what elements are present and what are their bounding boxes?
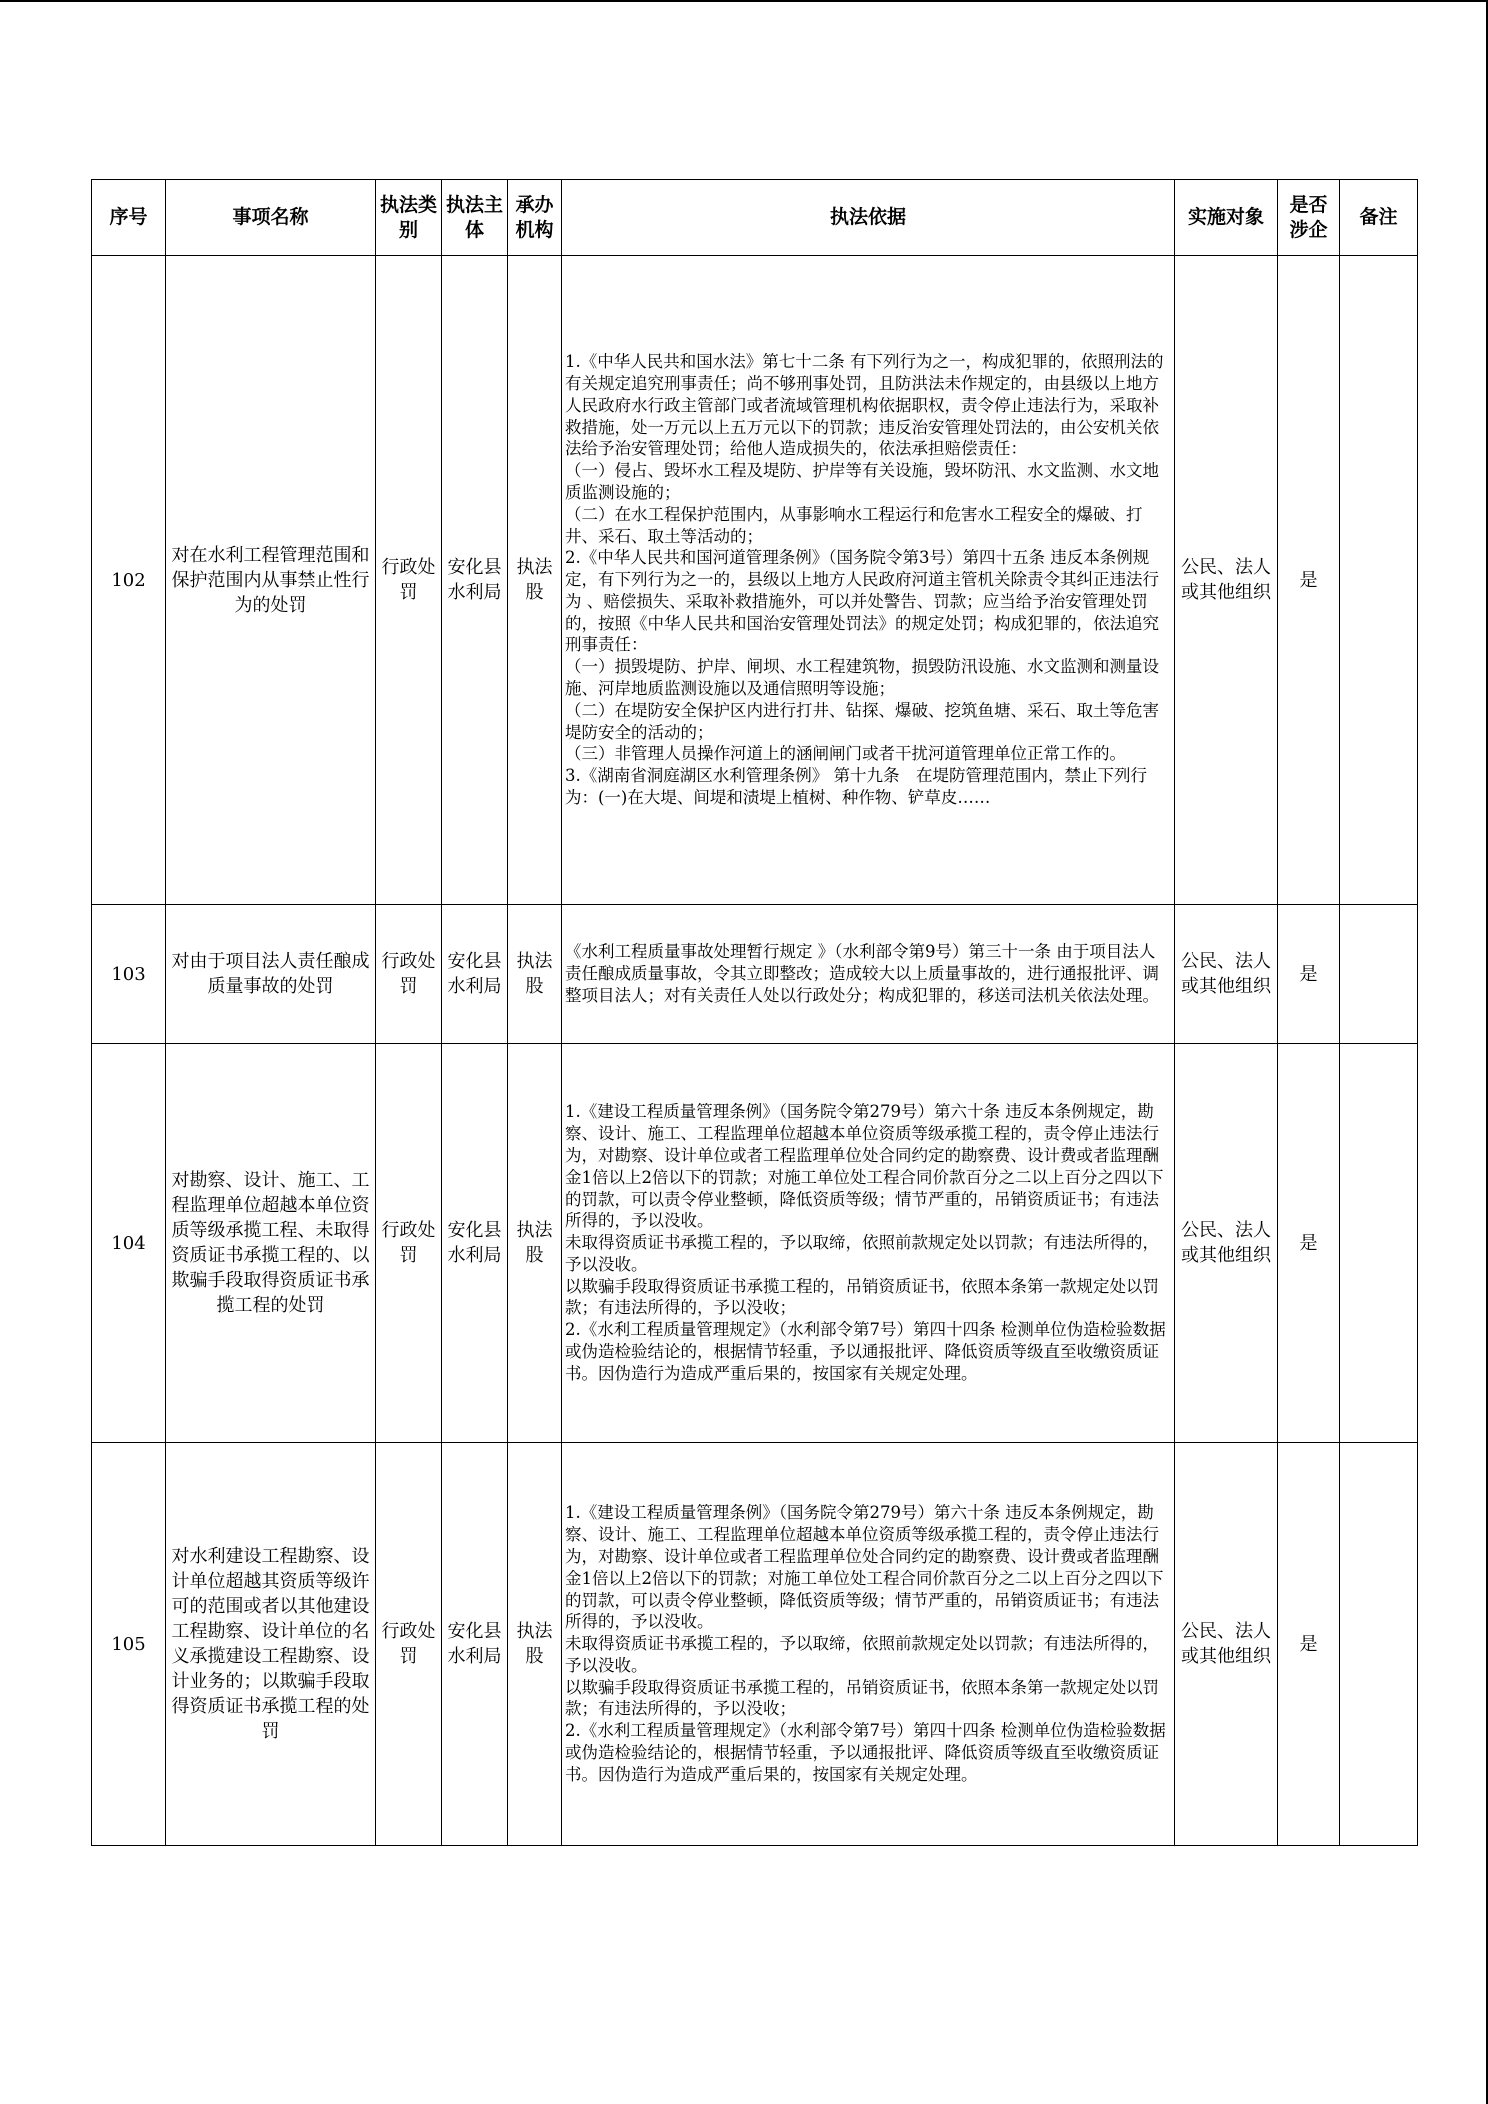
basis-paragraph: 以欺骗手段取得资质证书承揽工程的，吊销资质证书，依照本条第一款规定处以罚款；有违法所得的，予以没收； [565,1677,1159,1719]
header-basis: 执法依据 [562,180,1175,256]
cell-agency: 执法股 [508,1044,562,1443]
header-subject: 执法主体 [442,180,508,256]
cell-name: 对水利建设工程勘察、设计单位超越其资质等级许可的范围或者以其他建设工程勘察、设计单位的名义承揽建设工程勘察、设计业务的；以欺骗手段取得资质证书承揽工程的处罚 [166,1443,376,1846]
table-row [92,905,1418,1044]
cell-remark [1340,1443,1418,1846]
cell-agency: 执法股 [508,256,562,905]
cell-name: 对在水利工程管理范围和保护范围内从事禁止性行为的处罚 [166,256,376,905]
basis-paragraph: （一）损毁堤防、护岸、闸坝、水工程建筑物，损毁防汛设施、水文监测和测量设施、河岸地质监测设施以及通信照明等设施； [565,657,1159,699]
cell-subject: 安化县水利局 [442,1443,508,1846]
cell-basis [562,256,1175,905]
basis-paragraph: 2.《水利工程质量管理规定》（水利部令第7号）第四十四条 检测单位伪造检验数据或伪造检验结论的，根据情节轻重，予以通报批评、降低资质等级直至收缴资质证书。因伪造行为造成严重后果的，按国家有关规定处理。 [565,1320,1166,1383]
basis-paragraph: （三）非管理人员操作河道上的涵闸闸门或者干扰河道管理单位正常工作的。 [565,744,1126,764]
cell-basis [562,1443,1175,1846]
cell-enterprise: 是 [1278,1044,1340,1443]
header-enterprise: 是否涉企 [1278,180,1340,256]
cell-basis [562,1044,1175,1443]
basis-paragraph: 3.《湖南省洞庭湖区水利管理条例》 第十九条 在堤防管理范围内，禁止下列行为：(一)在大堤、间堤和渍堤上植树、种作物、铲草皮…… [565,766,1147,808]
basis-paragraph: 2.《水利工程质量管理规定》（水利部令第7号）第四十四条 检测单位伪造检验数据或伪造检验结论的，根据情节轻重，予以通报批评、降低资质等级直至收缴资质证书。因伪造行为造成严重后果的，按国家有关规定处理。 [565,1721,1166,1784]
basis-paragraph: 1.《建设工程质量管理条例》（国务院令第279号）第六十条 违反本条例规定，勘察、设计、施工、工程监理单位超越本单位资质等级承揽工程的，责令停止违法行为，对勘察、设计单位或者工程监理单位处合同约定的勘察费、设计费或者监理酬金1倍以上2倍以下的罚款；对施工单位处工程合同价款百分之二以上百分之四以下的罚款，可以责令停业整顿，降低资质等级；情节严重的，吊销资质证书；有违法所得的，予以没收。 [565,1102,1164,1231]
table-header-row [92,180,1418,256]
cell-no: 105 [92,1443,166,1846]
header-agency: 承办机构 [508,180,562,256]
header-category: 执法类别 [376,180,442,256]
cell-name: 对由于项目法人责任酿成质量事故的处罚 [166,905,376,1044]
table-row [92,256,1418,905]
cell-no: 103 [92,905,166,1044]
cell-agency: 执法股 [508,905,562,1044]
cell-category: 行政处罚 [376,256,442,905]
cell-target: 公民、法人或其他组织 [1175,1443,1278,1846]
basis-paragraph: 未取得资质证书承揽工程的，予以取缔，依照前款规定处以罚款；有违法所得的，予以没收。 [565,1233,1159,1274]
cell-subject: 安化县水利局 [442,905,508,1044]
header-no: 序号 [92,180,166,256]
basis-paragraph: 1.《中华人民共和国水法》第七十二条 有下列行为之一，构成犯罪的，依照刑法的有关规定追究刑事责任；尚不够刑事处罚，且防洪法未作规定的，由县级以上地方人民政府水行政主管部门或者流域管理机构依据职权，责令停止违法行为，采取补救措施，处一万元以上五万元以下的罚款；违反治安管理处罚法的，由公安机关依法给予治安管理处罚；给他人造成损失的，依法承担赔偿责任： [565,352,1164,459]
cell-remark [1340,1044,1418,1443]
cell-enterprise: 是 [1278,905,1340,1044]
cell-category: 行政处罚 [376,1443,442,1846]
cell-remark [1340,256,1418,905]
basis-paragraph: 1.《建设工程质量管理条例》（国务院令第279号）第六十条 违反本条例规定，勘察、设计、施工、工程监理单位超越本单位资质等级承揽工程的，责令停止违法行为，对勘察、设计单位或者工程监理单位处合同约定的勘察费、设计费或者监理酬金1倍以上2倍以下的罚款；对施工单位处工程合同价款百分之二以上百分之四以下的罚款，可以责令停业整顿，降低资质等级；情节严重的，吊销资质证书；有违法所得的，予以没收。 [565,1503,1164,1632]
basis-paragraph: 以欺骗手段取得资质证书承揽工程的，吊销资质证书，依照本条第一款规定处以罚款；有违法所得的，予以没收； [565,1276,1159,1318]
cell-enterprise: 是 [1278,1443,1340,1846]
basis-paragraph: （一）侵占、毁坏水工程及堤防、护岸等有关设施，毁坏防汛、水文监测、水文地质监测设施的； [565,461,1159,502]
cell-basis [562,905,1175,1044]
cell-no: 102 [92,256,166,905]
cell-subject: 安化县水利局 [442,256,508,905]
cell-category: 行政处罚 [376,905,442,1044]
cell-agency: 执法股 [508,1443,562,1846]
basis-paragraph: 2.《中华人民共和国河道管理条例》（国务院令第3号）第四十五条 违反本条例规定，有下列行为之一的，县级以上地方人民政府河道主管机关除责令其纠正违法行为 、赔偿损失、采取补救措施外，可以并处警告、罚款；应当给予治安管理处罚的，按照《中华人民共和国治安管理处罚法》的规定处罚；构成犯罪的，依法追究刑事责任： [565,548,1159,655]
header-target: 实施对象 [1175,180,1278,256]
cell-target: 公民、法人或其他组织 [1175,256,1278,905]
cell-target: 公民、法人或其他组织 [1175,1044,1278,1443]
header-name: 事项名称 [166,180,376,256]
cell-remark [1340,905,1418,1044]
basis-paragraph: 未取得资质证书承揽工程的，予以取缔，依照前款规定处以罚款；有违法所得的，予以没收。 [565,1634,1159,1675]
table-row [92,1443,1418,1846]
table-row [92,1044,1418,1443]
cell-name: 对勘察、设计、施工、工程监理单位超越本单位资质等级承揽工程、未取得资质证书承揽工程的、以欺骗手段取得资质证书承揽工程的处罚 [166,1044,376,1443]
basis-paragraph: （二）在水工程保护范围内，从事影响水工程运行和危害水工程安全的爆破、打井、采石、取土等活动的； [565,504,1143,546]
law-enforcement-table [91,179,1418,1846]
page-top-border [0,0,1488,2]
cell-subject: 安化县水利局 [442,1044,508,1443]
header-remark: 备注 [1340,180,1418,256]
basis-paragraph: 《水利工程质量事故处理暂行规定 》（水利部令第9号）第三十一条 由于项目法人责任酿成质量事故，令其立即整改；造成较大以上质量事故的，进行通报批评、调整项目法人；对有关责任人处以行政处分；构成犯罪的，移送司法机关依法处理。 [565,942,1159,1005]
cell-no: 104 [92,1044,166,1443]
basis-paragraph: （二）在堤防安全保护区内进行打井、钻探、爆破、挖筑鱼塘、采石、取土等危害堤防安全的活动的； [565,700,1159,742]
cell-target: 公民、法人或其他组织 [1175,905,1278,1044]
cell-category: 行政处罚 [376,1044,442,1443]
cell-enterprise: 是 [1278,256,1340,905]
